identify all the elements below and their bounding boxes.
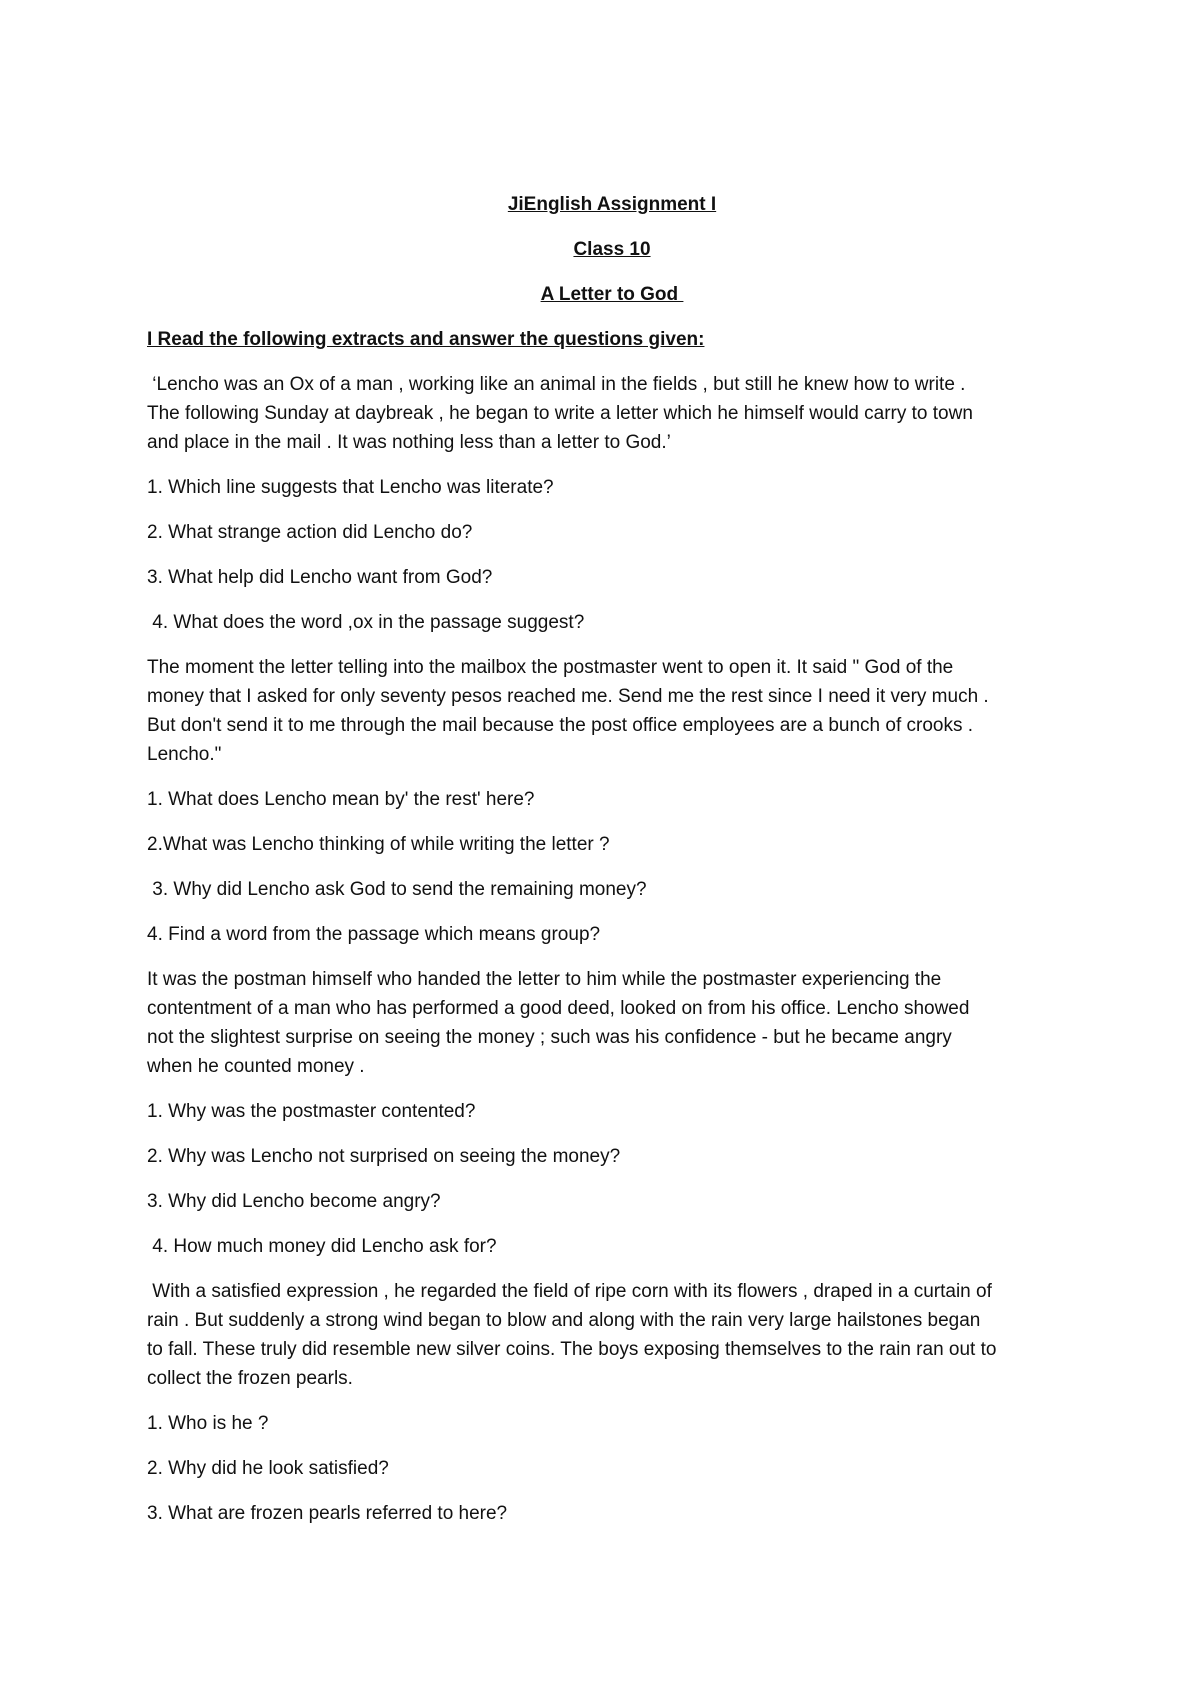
passage-line: It was the postman himself who handed the letter to him while the postmaster experiencing the: [147, 969, 942, 990]
question: 1. What does Lencho mean by' the rest' here?: [147, 789, 535, 810]
question: 2.What was Lencho thinking of while writing the letter ?: [147, 834, 610, 855]
question: 2. What strange action did Lencho do?: [147, 522, 473, 543]
document-title: JiEnglish Assignment I: [507, 194, 717, 215]
passage-3: [147, 965, 1077, 1081]
passage-4: [147, 1277, 1077, 1393]
passage-line: money that I asked for only seventy pesos reached me. Send me the rest since I need it very much .: [147, 686, 989, 707]
chapter-title: A Letter to God: [540, 284, 684, 305]
question: 2. Why was Lencho not surprised on seeing the money?: [147, 1146, 621, 1167]
passage-line: With a satisfied expression , he regarded the field of ripe corn with its flowers , draped in a curtain of: [147, 1281, 992, 1302]
question: 1. Which line suggests that Lencho was literate?: [147, 477, 554, 498]
instruction-heading: I Read the following extracts and answer the questions given:: [147, 329, 705, 350]
question: 1. Why was the postmaster contented?: [147, 1101, 476, 1122]
passage-line: contentment of a man who has performed a good deed, looked on from his office. Lencho showed: [147, 998, 970, 1019]
question: 1. Who is he ?: [147, 1413, 269, 1434]
question: 3. Why did Lencho become angry?: [147, 1191, 441, 1212]
question: 4. What does the word ,ox in the passage suggest?: [147, 612, 585, 633]
document-content: [147, 190, 1077, 1544]
question: 3. What are frozen pearls referred to here?: [147, 1503, 508, 1524]
passage-1: [147, 370, 1077, 457]
passage-line: The moment the letter telling into the mailbox the postmaster went to open it. It said " God of the: [147, 657, 954, 678]
question: 2. Why did he look satisfied?: [147, 1458, 389, 1479]
passage-line: collect the frozen pearls.: [147, 1368, 353, 1389]
passage-line: Lencho.": [147, 744, 222, 765]
question: 3. What help did Lencho want from God?: [147, 567, 493, 588]
passage-2: [147, 653, 1077, 769]
passage-line: not the slightest surprise on seeing the money ; such was his confidence - but he became angry: [147, 1027, 952, 1048]
passage-line: The following Sunday at daybreak , he began to write a letter which he himself would carry to town: [147, 403, 973, 424]
passage-line: when he counted money .: [147, 1056, 365, 1077]
passage-line: But don't send it to me through the mail because the post office employees are a bunch of crooks .: [147, 715, 974, 736]
passage-line: ‘Lencho was an Ox of a man , working like an animal in the fields , but still he knew how to write .: [147, 374, 966, 395]
passage-line: to fall. These truly did resemble new silver coins. The boys exposing themselves to the rain ran out to: [147, 1339, 997, 1360]
question: 4. How much money did Lencho ask for?: [147, 1236, 497, 1257]
passage-line: rain . But suddenly a strong wind began to blow and along with the rain very large hailstones began: [147, 1310, 981, 1331]
class-label: Class 10: [573, 239, 651, 260]
question: 3. Why did Lencho ask God to send the remaining money?: [147, 879, 647, 900]
passage-line: and place in the mail . It was nothing less than a letter to God.’: [147, 432, 671, 453]
question: 4. Find a word from the passage which means group?: [147, 924, 601, 945]
